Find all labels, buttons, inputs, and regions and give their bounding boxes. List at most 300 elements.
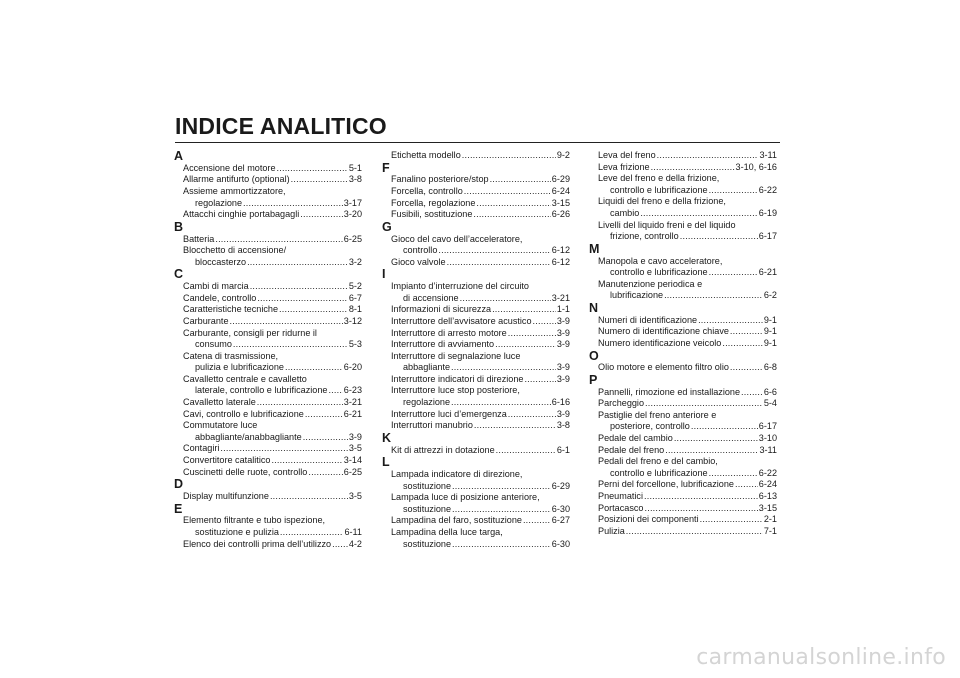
entry-page: 6-24 <box>551 185 570 196</box>
index-entry <box>382 374 570 386</box>
section-letter: N <box>589 300 599 315</box>
entry-line <box>391 445 570 457</box>
dot-leader <box>735 479 758 491</box>
entry-line <box>598 468 777 480</box>
index-entry <box>382 469 570 492</box>
entry-text: Portacasco <box>598 502 644 513</box>
entry-line <box>598 338 777 350</box>
entry-text: Perni del forcellone, lubrificazione <box>598 479 734 490</box>
entry-line <box>598 162 777 174</box>
entry-text: cambio <box>610 207 640 218</box>
entry-line <box>391 481 570 493</box>
index-entry <box>174 316 362 328</box>
entry-text: Caratteristiche tecniche <box>183 304 279 315</box>
index-entry <box>589 514 777 526</box>
entry-text: Forcella, regolazione <box>391 197 476 208</box>
entry-text: laterale, controllo e lubrificazione <box>195 385 328 396</box>
entry-text: Livelli del liquido freni e del liquido <box>598 219 736 230</box>
entry-text: pulizia e lubrificazione <box>195 362 284 373</box>
entry-text: consumo <box>195 339 232 350</box>
index-section <box>382 221 570 269</box>
entry-page: 3-9 <box>348 431 362 442</box>
entry-line <box>391 257 570 269</box>
entry-page: 6-17 <box>758 231 777 242</box>
section-letter: L <box>382 455 390 470</box>
entry-line <box>391 150 570 162</box>
entry-text: Impianto d’interruzione del circuito <box>391 281 529 292</box>
entry-text: Pastiglie del freno anteriore e <box>598 409 717 420</box>
entry-page: 3-11 <box>759 444 777 455</box>
entry-line <box>391 293 570 305</box>
entry-text: Interruttore luce stop posteriore, <box>391 385 520 396</box>
entry-text: Assieme ammortizzatore, <box>183 185 286 196</box>
dot-leader <box>492 304 556 316</box>
dot-leader <box>451 397 551 409</box>
index-entry <box>174 186 362 209</box>
entry-line <box>598 231 777 243</box>
entry-page: 6-12 <box>551 245 570 256</box>
entry-text: Gioco del cavo dell’acceleratore, <box>391 233 523 244</box>
dot-leader <box>452 539 551 551</box>
index-entry <box>382 186 570 198</box>
entry-page: 3-14 <box>343 455 362 466</box>
index-entry <box>589 362 777 374</box>
index-entry <box>382 150 570 162</box>
dot-leader <box>332 539 348 551</box>
entry-line <box>598 433 777 445</box>
entry-page: 3-5 <box>348 491 362 502</box>
entry-page: 1-1 <box>556 304 570 315</box>
dot-leader <box>665 445 758 457</box>
entry-text: Candele, controllo <box>183 292 257 303</box>
index-entry <box>382 174 570 186</box>
dot-leader <box>291 174 348 186</box>
dot-leader <box>709 267 758 279</box>
entry-line <box>183 539 362 551</box>
entry-text: abbagliante <box>403 362 451 373</box>
index-entry <box>589 456 777 479</box>
entry-text: Fusibili, sostituzione <box>391 209 473 220</box>
entry-line <box>598 503 777 515</box>
entry-text: Lampadina del faro, sostituzione <box>391 515 522 526</box>
dot-leader <box>279 304 348 316</box>
dot-leader <box>698 315 763 327</box>
index-section <box>382 268 570 432</box>
index-entry <box>174 515 362 538</box>
entry-text: posteriore, controllo <box>610 421 690 432</box>
index-entry <box>382 339 570 351</box>
entry-line <box>183 432 362 444</box>
entry-page: 3-15 <box>758 502 777 513</box>
entry-page: 4-2 <box>348 538 362 549</box>
entry-page: 6-26 <box>551 209 570 220</box>
entry-page: 6-19 <box>758 207 777 218</box>
entry-page: 9-1 <box>763 337 777 348</box>
section-letter: G <box>382 219 392 234</box>
dot-leader <box>257 397 343 409</box>
dot-leader <box>328 385 342 397</box>
index-section <box>589 374 777 538</box>
entry-text: Etichetta modello <box>391 150 461 160</box>
entry-page: 3-9 <box>556 315 570 326</box>
entry-page: 6-25 <box>343 466 362 477</box>
entry-text: di accensione <box>403 292 459 303</box>
index-entry <box>589 433 777 445</box>
entry-text: Blocchetto di accensione/ <box>183 245 287 256</box>
entry-line <box>598 150 777 162</box>
entry-text: frizione, controllo <box>610 231 679 242</box>
entry-text: Parcheggio <box>598 398 645 409</box>
entry-line <box>391 397 570 409</box>
entry-page: 6-11 <box>344 527 362 538</box>
entry-page: 6-30 <box>551 538 570 549</box>
index-entry <box>382 328 570 340</box>
entry-text: Interruttore dell’avvisatore acustico <box>391 315 532 326</box>
entry-page: 6-24 <box>758 479 777 490</box>
index-column-2 <box>382 150 570 550</box>
entry-text: Olio motore e elemento filtro olio <box>598 362 729 373</box>
entry-text: Lampadina della luce targa, <box>391 527 503 538</box>
dot-leader <box>741 387 763 399</box>
entry-text: Lampada indicatore di direzione, <box>391 469 523 480</box>
entry-text: Interruttore di arresto motore <box>391 327 507 338</box>
dot-leader <box>645 398 763 410</box>
index-section <box>174 150 362 221</box>
dot-leader <box>709 468 758 480</box>
entry-page: 2-1 <box>763 514 777 525</box>
index-entry <box>174 281 362 293</box>
section-letter: F <box>382 160 390 175</box>
section-letter: O <box>589 348 599 363</box>
entry-text: Commutatore luce <box>183 420 258 431</box>
dot-leader <box>476 198 550 210</box>
dot-leader <box>700 514 763 526</box>
index-section <box>174 503 362 551</box>
index-entry <box>382 209 570 221</box>
index-entry <box>589 503 777 515</box>
index-entry <box>382 351 570 374</box>
entry-page: 3-2 <box>348 256 362 267</box>
entry-page: 9-2 <box>556 150 570 160</box>
entry-page: 6-27 <box>551 515 570 526</box>
watermark: carmanualsonline.info <box>696 645 946 670</box>
entry-page: 9-1 <box>763 326 777 337</box>
index-section <box>174 221 362 269</box>
entry-page: 6-22 <box>758 467 777 478</box>
entry-line <box>598 362 777 374</box>
entry-line <box>391 515 570 527</box>
dot-leader <box>215 234 342 246</box>
entry-line <box>391 504 570 516</box>
entry-text: lubrificazione <box>610 290 664 301</box>
entry-text: Pedale del freno <box>598 444 665 455</box>
dot-leader <box>730 326 763 338</box>
index-entry <box>589 220 777 243</box>
entry-page: 6-7 <box>348 292 362 303</box>
entry-page: 3-12 <box>343 315 362 326</box>
entry-line <box>391 198 570 210</box>
dot-leader <box>651 162 735 174</box>
entry-text: Cambi di marcia <box>183 281 249 292</box>
entry-text: sostituzione <box>403 503 452 514</box>
entry-line <box>391 245 570 257</box>
entry-line <box>598 445 777 457</box>
entry-text: Numero di identificazione chiave <box>598 326 729 337</box>
entry-page: 8-1 <box>348 304 362 315</box>
dot-leader <box>523 515 551 527</box>
entry-text: Elenco dei controlli prima dell’utilizzo <box>183 538 332 549</box>
dot-leader <box>305 409 343 421</box>
entry-text: Interruttori manubrio <box>391 420 473 431</box>
entry-line <box>183 316 362 328</box>
entry-line <box>183 527 362 539</box>
index-entry <box>589 173 777 196</box>
dot-leader <box>285 362 343 374</box>
entry-page: 5-3 <box>348 339 362 350</box>
dot-leader <box>243 198 343 210</box>
index-entry <box>174 539 362 551</box>
dot-leader <box>473 209 550 221</box>
entry-text: Manutenzione periodica e <box>598 278 703 289</box>
entry-line <box>598 479 777 491</box>
section-letter: A <box>174 149 184 163</box>
entry-text: Interruttore luci d’emergenza <box>391 408 507 419</box>
dot-leader <box>303 432 348 444</box>
dot-leader <box>452 504 551 516</box>
entry-page: 6-21 <box>758 267 777 278</box>
entry-line <box>598 290 777 302</box>
entry-text: Lampada luce di posizione anteriore, <box>391 492 540 503</box>
dot-leader <box>644 491 758 503</box>
dot-leader <box>460 293 551 305</box>
entry-text: Pannelli, rimozione ed installazione <box>598 386 741 397</box>
index-section <box>174 268 362 478</box>
index-section <box>382 432 570 456</box>
entry-line <box>391 420 570 432</box>
entry-line <box>391 186 570 198</box>
entry-text: Cuscinetti delle ruote, controllo <box>183 466 308 477</box>
entry-text: Attacchi cinghie portabagagli <box>183 209 300 220</box>
entry-page: 3-21 <box>343 397 362 408</box>
entry-text: controllo <box>403 245 438 256</box>
index-entry <box>174 397 362 409</box>
entry-text: abbagliante/anabbagliante <box>195 431 302 442</box>
entry-page: 3-11 <box>759 150 777 160</box>
index-entry <box>382 257 570 269</box>
dot-leader <box>709 185 758 197</box>
entry-page: 5-4 <box>763 398 777 409</box>
dot-leader <box>691 421 758 433</box>
entry-text: Cavalletto centrale e cavalletto <box>183 373 307 384</box>
index-entry <box>174 409 362 421</box>
entry-text: Pedale del cambio <box>598 433 673 444</box>
index-entry <box>382 281 570 304</box>
entry-line <box>183 397 362 409</box>
entry-page: 3-15 <box>551 197 570 208</box>
index-entry <box>589 491 777 503</box>
entry-text: Numeri di identificazione <box>598 314 698 325</box>
dot-leader <box>233 339 348 351</box>
entry-page: 6-30 <box>551 503 570 514</box>
entry-text: sostituzione <box>403 538 452 549</box>
index-section <box>589 350 777 374</box>
entry-line <box>598 267 777 279</box>
entry-page: 5-2 <box>348 281 362 292</box>
entry-text: Leve del freno e della frizione, <box>598 173 720 184</box>
title-rule <box>175 142 780 143</box>
section-letter: C <box>174 267 184 282</box>
index-section <box>174 478 362 502</box>
dot-leader <box>271 455 342 467</box>
index-section <box>589 243 777 302</box>
index-section <box>589 150 777 243</box>
entry-line <box>598 208 777 220</box>
entry-text: Convertitore catalitico <box>183 455 271 466</box>
index-entry <box>382 316 570 328</box>
dot-leader <box>674 433 758 445</box>
index-entry <box>174 174 362 186</box>
entry-page: 3-10, 6-16 <box>735 161 777 172</box>
entry-line <box>183 234 362 246</box>
entry-text: controllo e lubrificazione <box>610 184 708 195</box>
index-entry <box>174 443 362 455</box>
entry-line <box>183 339 362 351</box>
dot-leader <box>250 281 348 293</box>
index-section <box>589 302 777 350</box>
entry-page: 6-22 <box>758 184 777 195</box>
entry-text: Liquidi del freno e della frizione, <box>598 196 726 207</box>
entry-text: bloccasterzo <box>195 256 247 267</box>
entry-page: 6-6 <box>763 386 777 397</box>
entry-text: Interruttore di avviamento <box>391 339 495 350</box>
dot-leader <box>490 174 551 186</box>
index-section <box>382 150 570 162</box>
entry-text: Elemento filtrante e tubo ispezione, <box>183 515 326 526</box>
dot-leader <box>508 328 556 340</box>
entry-line <box>598 315 777 327</box>
index-entry <box>589 315 777 327</box>
index-entry <box>174 209 362 221</box>
index-entry <box>382 420 570 432</box>
entry-page: 6-2 <box>763 290 777 301</box>
entry-line <box>598 326 777 338</box>
dot-leader <box>451 362 556 374</box>
section-letter: I <box>382 267 386 282</box>
index-entry <box>589 526 777 538</box>
entry-line <box>183 362 362 374</box>
dot-leader <box>474 420 556 432</box>
entry-page: 3-8 <box>348 174 362 185</box>
dot-leader <box>438 245 550 257</box>
dot-leader <box>257 293 348 305</box>
dot-leader <box>722 338 763 350</box>
index-entry <box>589 279 777 302</box>
entry-page: 6-17 <box>758 421 777 432</box>
index-entry <box>382 527 570 550</box>
entry-page: 3-20 <box>343 209 362 220</box>
entry-text: Pedali del freno e del cambio, <box>598 456 718 467</box>
entry-line <box>598 185 777 197</box>
entry-text: Carburante, consigli per ridurne il <box>183 327 317 338</box>
entry-line <box>391 328 570 340</box>
entry-line <box>598 387 777 399</box>
entry-line <box>391 316 570 328</box>
index-entry <box>589 162 777 174</box>
entry-page: 3-5 <box>348 443 362 454</box>
entry-text: Leva frizione <box>598 161 650 172</box>
index-entry <box>174 491 362 503</box>
dot-leader <box>270 491 348 503</box>
entry-page: 6-1 <box>556 444 570 455</box>
entry-text: Kit di attrezzi in dotazione <box>391 444 495 455</box>
entry-text: Accensione del motore <box>183 162 276 173</box>
dot-leader <box>247 257 348 269</box>
index-entry <box>589 326 777 338</box>
entry-text: Display multifunzione <box>183 491 269 502</box>
entry-line <box>598 526 777 538</box>
index-entry <box>589 338 777 350</box>
index-entry <box>589 256 777 279</box>
entry-text: Pulizia <box>598 525 625 536</box>
dot-leader <box>508 409 556 421</box>
entry-line <box>391 174 570 186</box>
entry-text: Leva del freno <box>598 150 656 160</box>
entry-text: Manopola e cavo acceleratore, <box>598 255 723 266</box>
index-entry <box>589 445 777 457</box>
entry-page: 6-29 <box>551 480 570 491</box>
dot-leader <box>495 339 556 351</box>
entry-line <box>183 174 362 186</box>
entry-text: Carburante <box>183 315 229 326</box>
entry-line <box>183 163 362 175</box>
entry-text: Interruttore indicatori di direzione <box>391 373 524 384</box>
index-entry <box>174 374 362 397</box>
index-entry <box>382 385 570 408</box>
entry-page: 3-9 <box>556 339 570 350</box>
entry-text: Posizioni dei componenti <box>598 514 699 525</box>
index-entry <box>174 455 362 467</box>
entry-line <box>598 514 777 526</box>
entry-page: 6-25 <box>343 233 362 244</box>
entry-line <box>183 491 362 503</box>
index-entry <box>382 409 570 421</box>
index-entry <box>589 479 777 491</box>
dot-leader <box>230 316 343 328</box>
dot-leader <box>657 150 759 162</box>
entry-line <box>391 374 570 386</box>
entry-page: 6-8 <box>763 362 777 373</box>
section-letter: P <box>589 372 598 387</box>
dot-leader <box>730 362 763 374</box>
entry-text: Informazioni di sicurezza <box>391 304 492 315</box>
entry-line <box>183 304 362 316</box>
dot-leader <box>462 150 556 162</box>
index-entry <box>382 515 570 527</box>
entry-text: Numero identificazione veicolo <box>598 337 722 348</box>
entry-text: Allarme antifurto (optional) <box>183 174 290 185</box>
dot-leader <box>626 526 763 538</box>
index-entry <box>382 234 570 257</box>
entry-text: Contagiri <box>183 443 220 454</box>
entry-line <box>183 293 362 305</box>
entry-text: Catena di trasmissione, <box>183 350 279 361</box>
index-entry <box>589 410 777 433</box>
entry-line <box>391 539 570 551</box>
entry-page: 5-1 <box>348 162 362 173</box>
section-letter: E <box>174 501 183 516</box>
entry-line <box>183 209 362 221</box>
dot-leader <box>664 290 763 302</box>
